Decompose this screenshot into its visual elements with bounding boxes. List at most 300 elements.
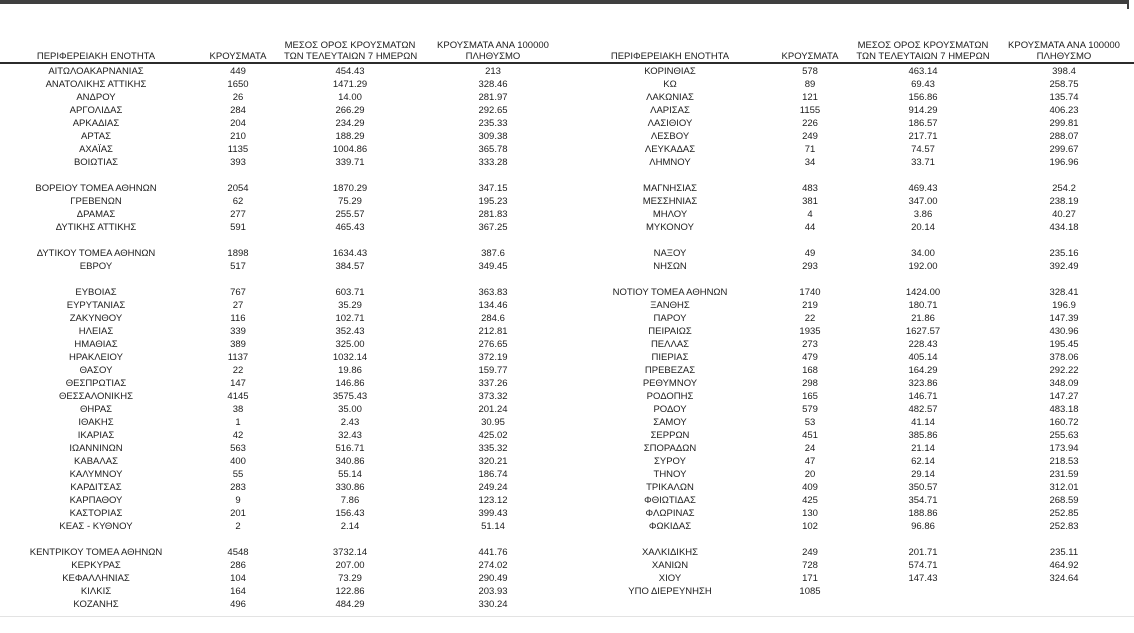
table-row	[0, 260, 570, 273]
table-row	[572, 403, 1134, 416]
table-row	[0, 221, 570, 234]
value-cell: 1627.57	[905, 326, 941, 337]
value-cell: 1004.86	[332, 144, 368, 155]
value-cell: 41.14	[911, 417, 935, 428]
value-cell: 363.83	[478, 287, 508, 298]
value-cell: 373.32	[478, 391, 508, 402]
table-row	[572, 65, 1134, 78]
regional-unit-name: ΝΑΞΟΥ	[653, 248, 687, 259]
table-row	[0, 143, 570, 156]
regional-unit-name: ΚΕΡΚΥΡΑΣ	[71, 560, 121, 571]
value-cell: 196.96	[1049, 157, 1079, 168]
value-cell: 464.92	[1049, 560, 1079, 571]
table-row	[0, 182, 570, 195]
table-row	[572, 520, 1134, 533]
regional-unit-name: ΣΑΜΟΥ	[653, 417, 687, 428]
value-cell: 134.46	[478, 300, 508, 311]
value-cell: 330.86	[335, 482, 365, 493]
value-cell: 159.77	[478, 365, 508, 376]
value-cell: 89	[804, 79, 816, 90]
regional-unit-name: ΣΠΟΡΑΔΩΝ	[643, 443, 697, 454]
regional-unit-name: ΘΕΣΠΡΩΤΙΑΣ	[65, 378, 127, 389]
value-cell: 19.86	[338, 365, 362, 376]
value-cell: 309.38	[478, 131, 508, 142]
value-cell: 204	[230, 118, 246, 129]
regional-unit-name: ΧΑΝΙΩΝ	[651, 560, 689, 571]
regional-unit-name: ΔΡΑΜΑΣ	[76, 209, 116, 220]
value-cell: 207.00	[335, 560, 365, 571]
table-row	[0, 507, 570, 520]
value-cell: 392.49	[1049, 261, 1079, 272]
value-cell: 1634.43	[332, 248, 368, 259]
group-spacer	[572, 234, 1134, 247]
value-cell: 339	[230, 326, 246, 337]
value-cell: 147.39	[1049, 313, 1079, 324]
value-cell: 20	[804, 469, 816, 480]
regional-unit-name: ΛΑΣΙΘΙΟΥ	[647, 118, 693, 129]
value-cell: 292.65	[478, 105, 508, 116]
regional-unit-name: ΕΒΡΟΥ	[79, 261, 113, 272]
value-cell: 201	[230, 508, 246, 519]
value-cell: 347.15	[478, 183, 508, 194]
value-cell: 337.26	[478, 378, 508, 389]
value-cell: 35.29	[338, 300, 362, 311]
value-cell: 591	[230, 222, 246, 233]
regional-unit-name: ΥΠΟ ΔΙΕΡΕΥΝΗΣΗ	[628, 586, 712, 597]
value-cell: 34	[804, 157, 816, 168]
value-cell: 160.72	[1049, 417, 1079, 428]
table-row	[572, 507, 1134, 520]
regional-unit-name: ΛΑΡΙΣΑΣ	[650, 105, 690, 116]
value-cell: 116	[230, 313, 246, 324]
value-cell	[852, 585, 994, 598]
value-cell: 365.78	[478, 144, 508, 155]
value-cell: 1898	[227, 248, 249, 259]
group-spacer	[0, 533, 570, 546]
value-cell: 283	[230, 482, 246, 493]
value-cell: 249	[802, 131, 818, 142]
value-cell: 728	[802, 560, 818, 571]
table-row	[0, 598, 570, 611]
value-cell: 164.29	[908, 365, 938, 376]
value-cell: 496	[230, 599, 246, 610]
value-cell: 146.86	[335, 378, 365, 389]
regional-unit-name: ΛΕΣΒΟΥ	[650, 131, 690, 142]
regional-unit-name: ΕΥΒΟΙΑΣ	[75, 287, 117, 298]
value-cell: 147.27	[1049, 391, 1079, 402]
value-cell: 767	[230, 287, 246, 298]
value-cell: 147.43	[908, 573, 938, 584]
value-cell: 203.93	[478, 586, 508, 597]
value-cell: 188.29	[335, 131, 365, 142]
value-cell: 192.00	[908, 261, 938, 272]
table-row	[0, 65, 570, 78]
value-cell: 1155	[799, 105, 821, 116]
value-cell: 563	[230, 443, 246, 454]
regional-unit-name: ΘΗΡΑΣ	[79, 404, 113, 415]
value-cell: 574.71	[908, 560, 938, 571]
value-cell: 235.16	[1049, 248, 1079, 259]
value-cell: 255.63	[1049, 430, 1079, 441]
value-cell: 29.14	[911, 469, 935, 480]
value-cell: 21.86	[911, 313, 935, 324]
value-cell: 284	[230, 105, 246, 116]
value-cell: 483.18	[1049, 404, 1079, 415]
value-cell: 3.86	[913, 209, 933, 220]
value-cell: 292.22	[1049, 365, 1079, 376]
value-cell: 210	[230, 131, 246, 142]
regional-unit-name: ΝΗΣΩΝ	[653, 261, 687, 272]
value-cell: 914.29	[908, 105, 938, 116]
value-cell: 20.14	[911, 222, 935, 233]
value-cell: 255.57	[335, 209, 365, 220]
value-cell: 249.24	[478, 482, 508, 493]
table-row	[0, 351, 570, 364]
table-row	[0, 117, 570, 130]
value-cell: 27	[232, 300, 244, 311]
value-cell: 324.64	[1049, 573, 1079, 584]
value-cell: 465.43	[335, 222, 365, 233]
value-cell: 281.83	[478, 209, 508, 220]
value-cell: 130	[802, 508, 818, 519]
value-cell: 2	[235, 521, 241, 532]
regional-unit-name: ΘΕΣΣΑΛΟΝΙΚΗΣ	[59, 391, 133, 402]
table-row	[0, 468, 570, 481]
value-cell: 219	[802, 300, 818, 311]
regional-unit-name: ΡΕΘΥΜΝΟΥ	[642, 378, 698, 389]
column-header	[994, 40, 1134, 62]
table-row	[0, 195, 570, 208]
regional-unit-name: ΦΘΙΩΤΙΔΑΣ	[644, 495, 696, 506]
value-cell: 3575.43	[332, 391, 368, 402]
value-cell: 188.86	[908, 508, 938, 519]
regional-unit-name: ΒΟΙΩΤΙΑΣ	[73, 157, 119, 168]
value-cell: 201.24	[478, 404, 508, 415]
value-cell: 277	[230, 209, 246, 220]
table-row	[572, 455, 1134, 468]
value-cell: 235.11	[1049, 547, 1079, 558]
table-row	[0, 338, 570, 351]
value-cell: 2.43	[340, 417, 360, 428]
value-cell: 354.71	[908, 495, 938, 506]
value-cell: 449	[230, 66, 246, 77]
table-row	[0, 559, 570, 572]
table-row	[572, 78, 1134, 91]
table-row	[0, 416, 570, 429]
table-row	[0, 286, 570, 299]
regional-unit-name: ΑΝΑΤΟΛΙΚΗΣ ΑΤΤΙΚΗΣ	[45, 79, 147, 90]
table-row	[0, 572, 570, 585]
regional-unit-name: ΚΑΡΔΙΤΣΑΣ	[70, 482, 122, 493]
column-header	[416, 40, 570, 62]
regional-unit-name: ΣΥΡΟΥ	[654, 456, 686, 467]
value-cell: 254.2	[1052, 183, 1076, 194]
column-header-line: ΚΡΟΥΣΜΑΤΑ	[209, 51, 267, 62]
value-cell: 186.74	[478, 469, 508, 480]
regional-unit-name: ΛΗΜΝΟΥ	[649, 157, 691, 168]
table-row	[572, 221, 1134, 234]
column-header-line: ΚΡΟΥΣΜΑΤΑ ΑΝΑ 100000	[437, 40, 549, 51]
value-cell: 40.27	[1052, 209, 1076, 220]
column-header	[192, 51, 284, 62]
table-row	[0, 481, 570, 494]
value-cell	[994, 585, 1134, 598]
table-row	[572, 195, 1134, 208]
value-cell: 252.85	[1049, 508, 1079, 519]
value-cell: 121	[802, 92, 818, 103]
table-row	[0, 91, 570, 104]
regional-unit-name: ΚΑΣΤΟΡΙΑΣ	[69, 508, 123, 519]
column-header	[768, 51, 852, 62]
value-cell: 320.21	[478, 456, 508, 467]
table-row	[572, 130, 1134, 143]
value-cell: 33.71	[911, 157, 935, 168]
value-cell: 24	[804, 443, 816, 454]
table-row	[0, 390, 570, 403]
value-cell: 1935	[799, 326, 821, 337]
regional-unit-name: ΚΑΡΠΑΘΟΥ	[69, 495, 123, 506]
group-spacer	[0, 234, 570, 247]
regional-unit-name: ΦΩΚΙΔΑΣ	[648, 521, 692, 532]
value-cell: 266.29	[335, 105, 365, 116]
regional-unit-name: ΑΝΔΡΟΥ	[76, 92, 116, 103]
regional-unit-name: ΝΟΤΙΟΥ ΤΟΜΕΑ ΑΘΗΝΩΝ	[612, 287, 728, 298]
table-row	[0, 104, 570, 117]
regional-unit-name: ΣΕΡΡΩΝ	[650, 430, 690, 441]
regional-unit-name: ΠΙΕΡΙΑΣ	[651, 352, 689, 363]
value-cell: 2054	[227, 183, 249, 194]
value-cell: 434.18	[1049, 222, 1079, 233]
bottom-rule	[0, 616, 1134, 617]
regional-unit-name: ΡΟΔΟΥ	[653, 404, 687, 415]
value-cell: 1137	[227, 352, 249, 363]
value-cell: 252.83	[1049, 521, 1079, 532]
value-cell: 333.28	[478, 157, 508, 168]
value-cell: 201.71	[908, 547, 938, 558]
regional-unit-name: ΚΙΛΚΙΣ	[80, 586, 112, 597]
value-cell: 196.9	[1052, 300, 1076, 311]
table-row	[572, 494, 1134, 507]
value-cell: 387.6	[481, 248, 505, 259]
column-header-line: ΚΡΟΥΣΜΑΤΑ	[781, 51, 839, 62]
table-row	[0, 78, 570, 91]
value-cell: 469.43	[908, 183, 938, 194]
value-cell: 7.86	[340, 495, 360, 506]
table-row	[572, 325, 1134, 338]
column-header-line: ΠΕΡΙΦΕΡΕΙΑΚΗ ΕΝΟΤΗΤΑ	[36, 51, 156, 62]
value-cell: 123.12	[478, 495, 508, 506]
column-header	[0, 51, 192, 62]
value-cell: 32.43	[338, 430, 362, 441]
value-cell: 195.45	[1049, 339, 1079, 350]
value-cell: 4548	[227, 547, 249, 558]
table-row	[0, 442, 570, 455]
column-header-line: ΤΩΝ ΤΕΛΕΥΤΑΙΩΝ 7 ΗΜΕΡΩΝ	[856, 51, 990, 62]
table-row	[0, 208, 570, 221]
value-cell: 293	[802, 261, 818, 272]
value-cell: 30.95	[481, 417, 505, 428]
regional-unit-name: ΜΗΛΟΥ	[652, 209, 688, 220]
table-row	[572, 91, 1134, 104]
value-cell: 399.43	[478, 508, 508, 519]
value-cell: 1740	[799, 287, 821, 298]
value-cell: 22	[804, 313, 816, 324]
value-cell: 34.00	[911, 248, 935, 259]
regional-unit-name: ΓΡΕΒΕΝΩΝ	[70, 196, 122, 207]
column-header	[852, 40, 994, 62]
value-cell: 2.14	[340, 521, 360, 532]
value-cell: 38	[232, 404, 244, 415]
regional-unit-name: ΠΡΕΒΕΖΑΣ	[644, 365, 696, 376]
value-cell: 228.43	[908, 339, 938, 350]
value-cell: 367.25	[478, 222, 508, 233]
value-cell: 325.00	[335, 339, 365, 350]
value-cell: 249	[802, 547, 818, 558]
value-cell: 409	[802, 482, 818, 493]
regional-unit-name: ΑΡΚΑΔΙΑΣ	[72, 118, 120, 129]
table-row	[572, 481, 1134, 494]
regional-unit-name: ΠΕΛΛΑΣ	[650, 339, 690, 350]
table-row	[0, 156, 570, 169]
value-cell: 378.06	[1049, 352, 1079, 363]
value-cell: 4145	[227, 391, 249, 402]
regional-unit-name: ΚΟΡΙΝΘΙΑΣ	[644, 66, 696, 77]
value-cell: 298	[802, 378, 818, 389]
table-row	[572, 117, 1134, 130]
value-cell: 53	[804, 417, 816, 428]
table-row	[0, 312, 570, 325]
value-cell: 1650	[227, 79, 249, 90]
regional-unit-name: ΦΛΩΡΙΝΑΣ	[645, 508, 695, 519]
value-cell: 425.02	[478, 430, 508, 441]
table-row	[572, 468, 1134, 481]
regional-unit-name: ΚΕΑΣ - ΚΥΘΝΟΥ	[59, 521, 133, 532]
table-row	[0, 403, 570, 416]
header-underline-rule	[0, 62, 1134, 64]
regional-unit-name: ΧΙΟΥ	[658, 573, 682, 584]
value-cell: 430.96	[1049, 326, 1079, 337]
table-body	[0, 65, 570, 611]
group-spacer	[572, 533, 1134, 546]
value-cell: 62	[232, 196, 244, 207]
value-cell: 135.74	[1049, 92, 1079, 103]
value-cell: 516.71	[335, 443, 365, 454]
value-cell: 398.4	[1052, 66, 1076, 77]
value-cell: 96.86	[911, 521, 935, 532]
value-cell: 352.43	[335, 326, 365, 337]
regional-unit-name: ΔΥΤΙΚΟΥ ΤΟΜΕΑ ΑΘΗΝΩΝ	[36, 248, 156, 259]
table-row	[572, 182, 1134, 195]
value-cell: 400	[230, 456, 246, 467]
value-cell: 44	[804, 222, 816, 233]
value-cell: 4	[807, 209, 813, 220]
value-cell: 339.71	[335, 157, 365, 168]
table-row	[0, 364, 570, 377]
table-row	[572, 338, 1134, 351]
regional-unit-name: ΗΜΑΘΙΑΣ	[74, 339, 118, 350]
value-cell: 312.01	[1049, 482, 1079, 493]
value-cell: 235.33	[478, 118, 508, 129]
table-row	[0, 299, 570, 312]
value-cell: 238.19	[1049, 196, 1079, 207]
value-cell: 173.94	[1049, 443, 1079, 454]
value-cell: 104	[230, 573, 246, 584]
value-cell: 393	[230, 157, 246, 168]
table-row	[572, 429, 1134, 442]
table-row	[572, 208, 1134, 221]
regional-unit-name: ΧΑΛΚΙΔΙΚΗΣ	[641, 547, 699, 558]
value-cell: 69.43	[911, 79, 935, 90]
table-row	[0, 429, 570, 442]
value-cell: 14.00	[338, 92, 362, 103]
value-cell: 484.29	[335, 599, 365, 610]
value-cell: 441.76	[478, 547, 508, 558]
value-cell: 281.97	[478, 92, 508, 103]
table-row	[0, 247, 570, 260]
table-row	[572, 442, 1134, 455]
regional-unit-name: ΚΩ	[663, 79, 677, 90]
value-cell: 218.53	[1049, 456, 1079, 467]
value-cell: 171	[802, 573, 818, 584]
regional-unit-name: ΠΕΙΡΑΙΩΣ	[648, 326, 692, 337]
value-cell: 299.67	[1049, 144, 1079, 155]
value-cell: 372.19	[478, 352, 508, 363]
table-row	[572, 585, 1134, 598]
value-cell: 274.02	[478, 560, 508, 571]
value-cell: 168	[802, 365, 818, 376]
value-cell: 425	[802, 495, 818, 506]
table-row	[572, 312, 1134, 325]
column-header-line: ΚΡΟΥΣΜΑΤΑ ΑΝΑ 100000	[1008, 40, 1120, 51]
value-cell: 146.71	[908, 391, 938, 402]
column-header	[572, 51, 768, 62]
value-cell: 51.14	[481, 521, 505, 532]
table-row	[572, 351, 1134, 364]
value-cell: 1870.29	[332, 183, 368, 194]
value-cell: 180.71	[908, 300, 938, 311]
value-cell: 55.14	[338, 469, 362, 480]
regional-unit-name: ΖΑΚΥΝΘΟΥ	[69, 313, 123, 324]
table-row	[572, 416, 1134, 429]
column-header-line: ΤΩΝ ΤΕΛΕΥΤΑΙΩΝ 7 ΗΜΕΡΩΝ	[284, 51, 418, 62]
value-cell: 406.23	[1049, 105, 1079, 116]
top-border-tick	[1127, 0, 1129, 9]
table-row	[0, 585, 570, 598]
regional-unit-name: ΑΙΤΩΛΟΑΚΑΡΝΑΝΙΑΣ	[48, 66, 144, 77]
value-cell: 349.45	[478, 261, 508, 272]
table-header-row	[572, 34, 1134, 62]
table-row	[572, 260, 1134, 273]
value-cell: 186.57	[908, 118, 938, 129]
group-spacer	[572, 273, 1134, 286]
regional-unit-name: ΚΕΦΑΛΛΗΝΙΑΣ	[62, 573, 130, 584]
table-row	[572, 156, 1134, 169]
value-cell: 226	[802, 118, 818, 129]
regional-unit-name: ΚΟΖΑΝΗΣ	[73, 599, 119, 610]
value-cell: 22	[232, 365, 244, 376]
table-row	[0, 130, 570, 143]
value-cell: 1135	[227, 144, 249, 155]
value-cell: 384.57	[335, 261, 365, 272]
value-cell: 102	[802, 521, 818, 532]
regional-unit-name: ΛΑΚΩΝΙΑΣ	[646, 92, 694, 103]
column-header-line: ΠΛΗΘΥΣΜΟ	[1036, 51, 1092, 62]
value-cell: 212.81	[478, 326, 508, 337]
value-cell: 213	[485, 66, 501, 77]
value-cell: 482.57	[908, 404, 938, 415]
table-row	[572, 377, 1134, 390]
value-cell: 385.86	[908, 430, 938, 441]
